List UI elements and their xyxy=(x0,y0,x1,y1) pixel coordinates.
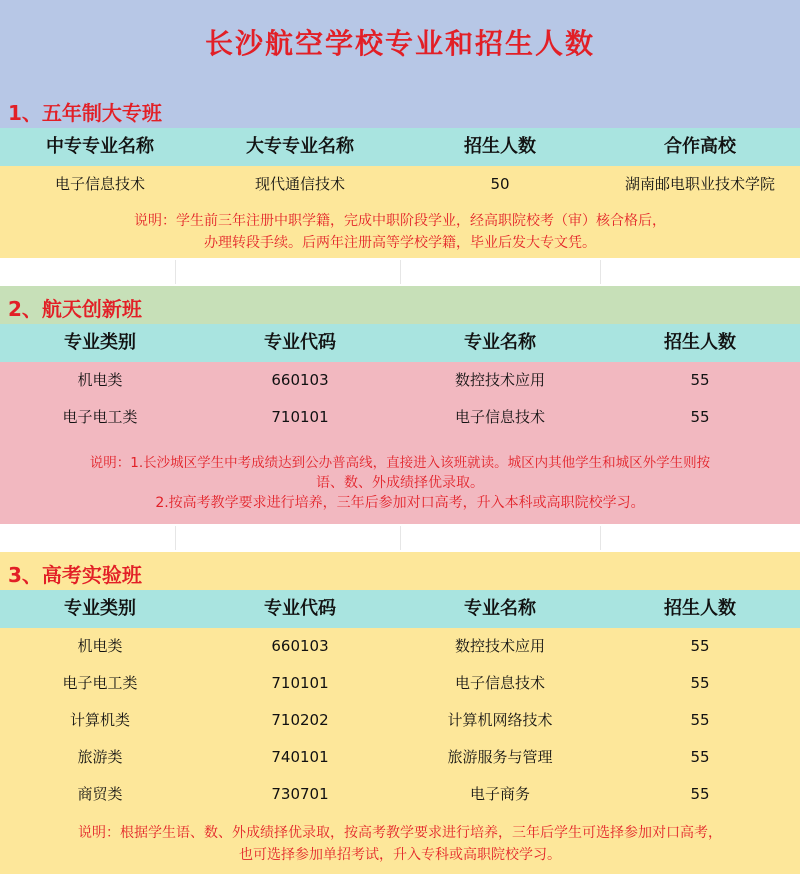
section-1-heading xyxy=(0,90,800,128)
table-cell: 55 xyxy=(690,674,710,692)
column-header: 大专专业名称 xyxy=(246,136,354,157)
table-cell: 710202 xyxy=(271,711,329,729)
table-cell: 55 xyxy=(690,408,710,426)
section-2-heading xyxy=(0,286,800,324)
column-header: 专业代码 xyxy=(264,598,336,619)
table-cell: 55 xyxy=(690,785,710,803)
table-cell: 计算机网络技术 xyxy=(447,711,553,729)
table-cell: 660103 xyxy=(271,371,329,389)
table-cell: 电子商务 xyxy=(469,785,530,803)
table-cell: 710101 xyxy=(271,674,329,692)
column-header: 专业名称 xyxy=(464,598,536,619)
section-2-header-row xyxy=(0,324,800,362)
table-cell: 机电类 xyxy=(77,637,123,655)
table-cell: 电子电工类 xyxy=(62,408,138,426)
section-2-note-line-2: 语、数、外成绩择优录取。 xyxy=(316,475,484,491)
table-cell: 710101 xyxy=(271,408,329,426)
table-row xyxy=(0,399,800,436)
section-3-label: 3、高考实验班 xyxy=(8,563,142,587)
column-header: 招生人数 xyxy=(664,332,736,353)
table-cell: 55 xyxy=(690,637,710,655)
table-row xyxy=(0,739,800,776)
table-row xyxy=(0,776,800,813)
table-cell: 数控技术应用 xyxy=(454,637,545,655)
section-3-note-line-2: 也可选择参加单招考试，升入专科或高职院校学习。 xyxy=(239,847,561,863)
section-3-note-line-1: 说明：根据学生语、数、外成绩择优录取，按高考教学要求进行培养，三年后学生可选择参加对口高考， xyxy=(78,825,722,841)
section-2-label: 2、航天创新班 xyxy=(8,297,142,321)
column-header: 合作高校 xyxy=(664,136,736,157)
table-cell: 湖南邮电职业技术学院 xyxy=(624,175,775,193)
spacer-row xyxy=(0,526,800,550)
section-2-note-line-3: 2.按高考教学要求进行培养，三年后参加对口高考，升入本科或高职院校学习。 xyxy=(155,495,645,511)
table-cell: 电子信息技术 xyxy=(54,175,145,193)
column-header: 专业类别 xyxy=(64,332,136,353)
table-cell: 电子电工类 xyxy=(62,674,138,692)
table-cell: 电子信息技术 xyxy=(454,674,545,692)
table-cell: 数控技术应用 xyxy=(454,371,545,389)
table-cell: 现代通信技术 xyxy=(254,175,345,193)
table-row xyxy=(0,665,800,702)
column-header: 专业名称 xyxy=(464,332,536,353)
column-header: 专业代码 xyxy=(264,332,336,353)
section-1-note-line-1: 说明：学生前三年注册中职学籍，完成中职阶段学业，经高职院校考（审）核合格后， xyxy=(134,213,666,229)
section-1-note-line-2: 办理转段手续。后两年注册高等学校学籍，毕业后发大专文凭。 xyxy=(204,235,596,251)
table-row xyxy=(0,166,800,203)
spacer-row xyxy=(0,260,800,284)
section-2-note-line-1: 说明：1.长沙城区学生中考成绩达到公办普高线，直接进入该班就读。城区内其他学生和城区外学生则按 xyxy=(89,455,711,471)
table-cell: 55 xyxy=(690,711,710,729)
table-cell: 旅游服务与管理 xyxy=(447,748,553,766)
column-header: 招生人数 xyxy=(464,136,536,157)
table-cell: 电子信息技术 xyxy=(454,408,545,426)
table-cell: 计算机类 xyxy=(69,711,130,729)
table-row xyxy=(0,628,800,665)
section-3-header-row xyxy=(0,590,800,628)
table-cell: 商贸类 xyxy=(77,785,123,803)
column-header: 中专专业名称 xyxy=(46,136,154,157)
table-cell: 55 xyxy=(690,748,710,766)
table-cell: 740101 xyxy=(271,748,329,766)
column-header: 招生人数 xyxy=(664,598,736,619)
table-cell: 55 xyxy=(690,371,710,389)
table-cell: 50 xyxy=(490,175,510,193)
page-title: 长沙航空学校专业和招生人数 xyxy=(204,27,595,60)
column-header: 专业类别 xyxy=(64,598,136,619)
table-cell: 730701 xyxy=(271,785,329,803)
table-row xyxy=(0,702,800,739)
table-row xyxy=(0,362,800,399)
table-cell: 旅游类 xyxy=(77,748,123,766)
section-3-heading xyxy=(0,552,800,590)
table-cell: 660103 xyxy=(271,637,329,655)
section-1-label: 1、五年制大专班 xyxy=(8,101,162,125)
table-cell: 机电类 xyxy=(77,371,123,389)
section-1-header-row xyxy=(0,128,800,166)
